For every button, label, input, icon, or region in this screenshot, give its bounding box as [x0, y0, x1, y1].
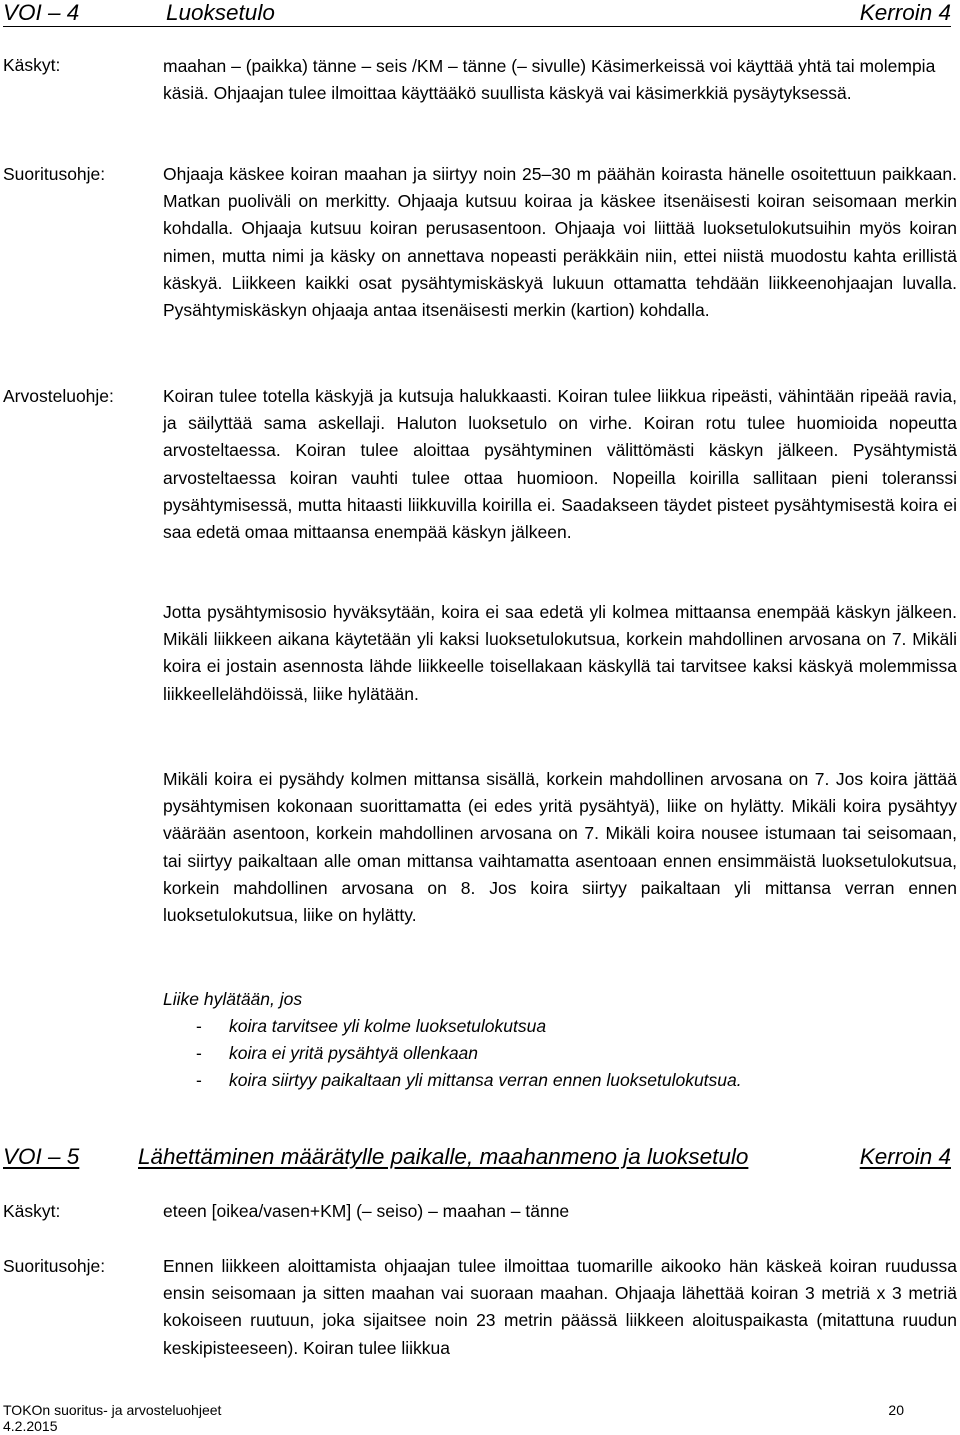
instructions-text: Ennen liikkeen aloittamista ohjaajan tulee ilmoittaa tuomarille aikooko hän käskeä koiran ruudussa ensin seisomaan ja sitten maahan vai suoraan maahan. Ohjaaja lähettää koiran 3 metriä x 3 metriä kokoiseen ruutuun, joka sijaitsee noin 23 metrin päässä liikkeen aloituspaikasta (mitattuna ruudun keskipisteeseen). Koiran tulee liikkua	[163, 1256, 957, 1358]
instructions-text: Ohjaaja käskee koiran maahan ja siirtyy noin 25–30 m päähän koirasta hänelle osoitettuun paikkaan. Matkan puoliväli on merkitty. Ohjaaja kutsuu koiraa ja käskee itsenäisesti koiran seisomaan merkin kohdalla. Ohjaaja kutsuu koiran perusasentoon. Ohjaaja voi liittää luoksetulokutsuihin myös koiran nimen, mutta nimi ja käsky on annettava nopeasti peräkkäin niin, ettei niistä muodostu kahta erillistä käskyä. Liikkeen kaikki osat pysähtymiskäskyä lukuun ottamatta tehdään liikkeenohjaajan luvalla. Pysähtymiskäskyn ohjaaja antaa itsenäisesti merkin (kartion) kohdalla.	[163, 164, 957, 321]
list-item-text: koira tarvitsee yli kolme luoksetulokutsua	[229, 1016, 547, 1036]
list-item-text: koira siirtyy paikaltaan yli mittansa verran ennen luoksetulokutsua.	[229, 1070, 742, 1090]
instructions-label: Suoritusohje:	[3, 164, 106, 184]
disqualification-heading: Liike hylätään, jos	[163, 989, 303, 1009]
section-heading-voi4	[3, 0, 951, 27]
section-title: Luoksetulo	[166, 0, 275, 25]
grading-paragraph-3: Mikäli koira ei pysähdy kolmen mittansa sisällä, korkein mahdollinen arvosana on 7. Jos koira jättää pysähtymisen kokonaan suorittamatta (ei edes yritä pysähtyä), liike on hylätty. Mikäli koira pysähtyy väärään asentoon, korkein mahdollinen arvosana on 7. Mikäli koira nousee istumaan tai seisomaan, tai siirtyy paikaltaan alle oman mittansa vaihtamatta asentoaan ennen ensimmäistä luoksetulokutsua, korkein mahdollinen arvosana on 8. Jos koira siirtyy paikaltaan yli mittansa verran ennen luoksetulokutsua, liike on hylätty.	[163, 769, 957, 926]
section-number: VOI – 5	[3, 1144, 80, 1169]
section-number: VOI – 4	[3, 0, 80, 25]
section-coefficient: Kerroin 4	[859, 1144, 951, 1169]
grading-paragraph-2: Jotta pysähtymisosio hyväksytään, koira ei saa edetä yli kolmea mittaansa enempää käskyn jälkeen. Mikäli liikkeen aikana käytetään yli kaksi luoksetulokutsua, korkein mahdollinen arvosana on 7. Mikäli koira ei jostain asennosta lähde liikkeelle toisellakaan käskyllä tai tarvitsee kaksi käskyä molemmissa liikkeellelähdöissä, liike hylätään.	[163, 602, 957, 704]
instructions-label: Suoritusohje:	[3, 1256, 106, 1276]
commands-text: maahan – (paikka) tänne – seis /KM – tänne (– sivulle) Käsimerkeissä voi käyttää yhtä tai molempia käsiä. Ohjaajan tulee ilmoittaa käyttääkö suullista käskyä vai käsimerkkiä pysäytyksessä.	[163, 56, 936, 104]
section-title: Lähettäminen määrätylle paikalle, maahanmeno ja luoksetulo	[138, 1144, 749, 1169]
section-heading-voi5	[3, 1144, 951, 1172]
list-dash: -	[196, 1016, 202, 1036]
page-number: 20	[888, 1402, 904, 1418]
footer-date: 4.2.2015	[3, 1418, 58, 1434]
grading-paragraph-1: Koiran tulee totella käskyjä ja kutsuja halukkaasti. Koiran tulee liikkua ripeästi, vähintään ripeää ravia, ja säilyttää sama askellaji. Haluton luoksetulo on virhe. Koiran rotu tulee huomioida nopeutta arvosteltaessa. Koiran tulee aloittaa pysähtyminen välittömästi käskyn jälkeen. Pysähtymistä arvosteltaessa koiran vauhti tulee ottaa huomioon. Nopeilla koirilla sallitaan pieni toleranssi pysähtymisessä, mutta hitaasti liikkuvilla koirilla ei. Saadakseen täydet pisteet pysähtymisestä koira ei saa edetä omaa mittaansa enempää käskyn jälkeen.	[163, 386, 957, 543]
commands-label: Käskyt:	[3, 1201, 61, 1221]
list-dash: -	[196, 1043, 202, 1063]
list-item-text: koira ei yritä pysähtyä ollenkaan	[229, 1043, 479, 1063]
section-coefficient: Kerroin 4	[859, 0, 951, 25]
list-dash: -	[196, 1070, 202, 1090]
grading-label: Arvosteluohje:	[3, 386, 114, 406]
commands-label: Käskyt:	[3, 55, 61, 75]
commands-text: eteen [oikea/vasen+KM] (– seiso) – maahan – tänne	[163, 1201, 570, 1221]
footer-document-title: TOKOn suoritus- ja arvosteluohjeet	[3, 1402, 222, 1418]
